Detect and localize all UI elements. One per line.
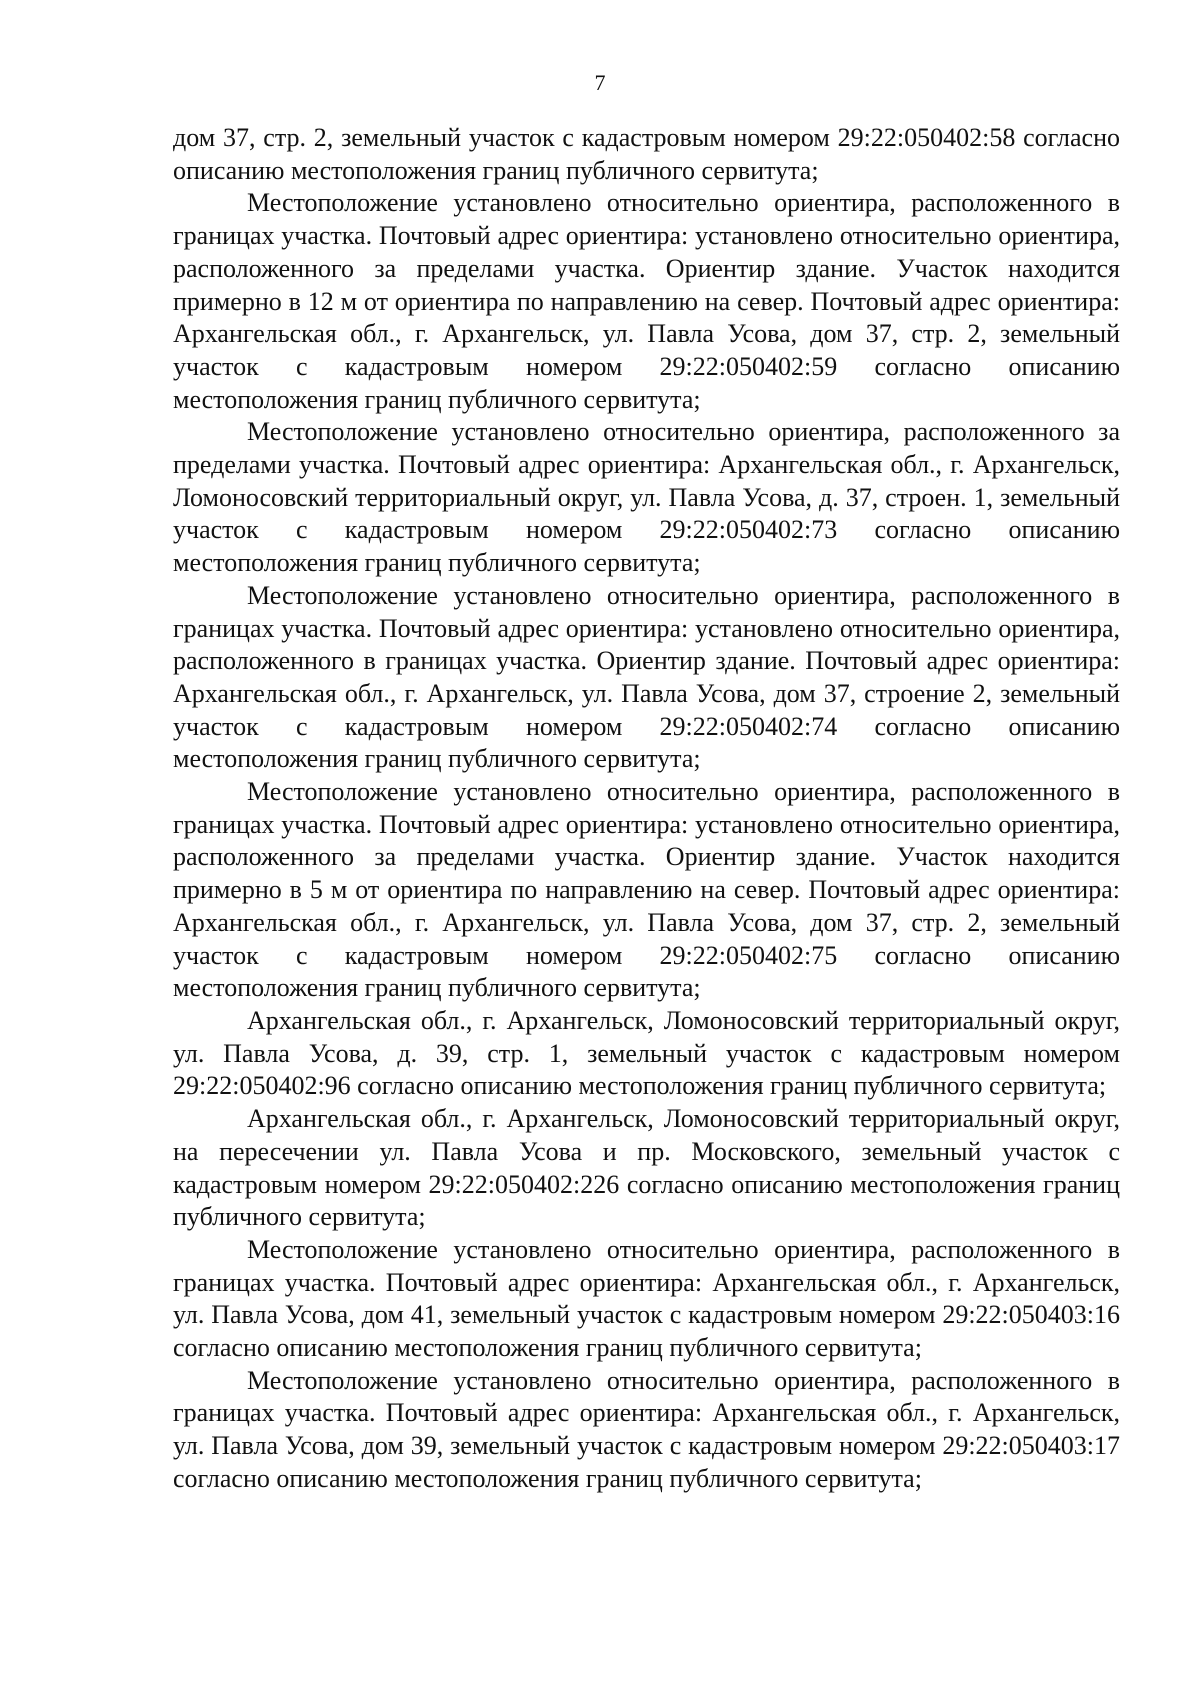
paragraph-6: Архангельская обл., г. Архангельск, Ломоносовский территориальный округ, ул. Павла Усова, д. 39, стр. 1, земельный участок с кадастровым номером 29:22:050402:96 согласно описанию местоположения границ публичного сервитута;: [173, 1005, 1120, 1101]
paragraph-7: Архангельская обл., г. Архангельск, Ломоносовский территориальный округ, на пересечении ул. Павла Усова и пр. Московского, земельный участок с кадастровым номером 29:22:050402:226 согласно описанию местоположения границ публичного сервитута;: [173, 1104, 1120, 1232]
paragraph-3: Местоположение установлено относительно ориентира, расположенного за пределами участка. Почтовый адрес ориентира: Архангельская обл., г. Архангельск, Ломоносовский территориальный округ, ул. Павла Усова, д. 37, строен. 1, земельный участок с кадастровым номером 29:22:050402:73 согласно описанию местоположения границ публичного сервитута;: [173, 417, 1120, 578]
paragraph-5: Местоположение установлено относительно ориентира, расположенного в границах участка. Почтовый адрес ориентира: установлено относительно ориентира, расположенного за пределами участка. Ориентир здание. Участок находится примерно в 5 м от ориентира по направлению на север. Почтовый адрес ориентира: Архангельская обл., г. Архангельск, ул. Павла Усова, дом 37, стр. 2, земельный участок с кадастровым номером 29:22:050402:75 согласно описанию местоположения границ публичного сервитута;: [173, 777, 1120, 1003]
paragraph-8: Местоположение установлено относительно ориентира, расположенного в границах участка. Почтовый адрес ориентира: Архангельская обл., г. Архангельск, ул. Павла Усова, дом 41, земельный участок с кадастровым номером 29:22:050403:16 согласно описанию местоположения границ публичного сервитута;: [173, 1234, 1120, 1363]
paragraph-9: Местоположение установлено относительно ориентира, расположенного в границах участка. Почтовый адрес ориентира: Архангельская обл., г. Архангельск, ул. Павла Усова, дом 39, земельный участок с кадастровым номером 29:22:050403:17 согласно описанию местоположения границ публичного сервитута;: [173, 1365, 1120, 1493]
document-body: [173, 122, 1120, 1496]
paragraph-2: Местоположение установлено относительно ориентира, расположенного в границах участка. Почтовый адрес ориентира: установлено относительно ориентира, расположенного за пределами участка. Ориентир здание. Участок находится примерно в 12 м от ориентира по направлению на север. Почтовый адрес ориентира: Архангельская обл., г. Архангельск, ул. Павла Усова, дом 37, стр. 2, земельный участок с кадастровым номером 29:22:050402:59 согласно описанию местоположения границ публичного сервитута;: [173, 188, 1120, 414]
paragraph-1: дом 37, стр. 2, земельный участок с кадастровым номером 29:22:050402:58 согласно описанию местоположения границ публичного сервитута;: [173, 123, 1120, 185]
paragraph-4: Местоположение установлено относительно ориентира, расположенного в границах участка. Почтовый адрес ориентира: установлено относительно ориентира, расположенного в границах участка. Ориентир здание. Почтовый адрес ориентира: Архангельская обл., г. Архангельск, ул. Павла Усова, дом 37, строение 2, земельный участок с кадастровым номером 29:22:050402:74 согласно описанию местоположения границ публичного сервитута;: [173, 580, 1120, 774]
page-number: 7: [594, 70, 606, 95]
